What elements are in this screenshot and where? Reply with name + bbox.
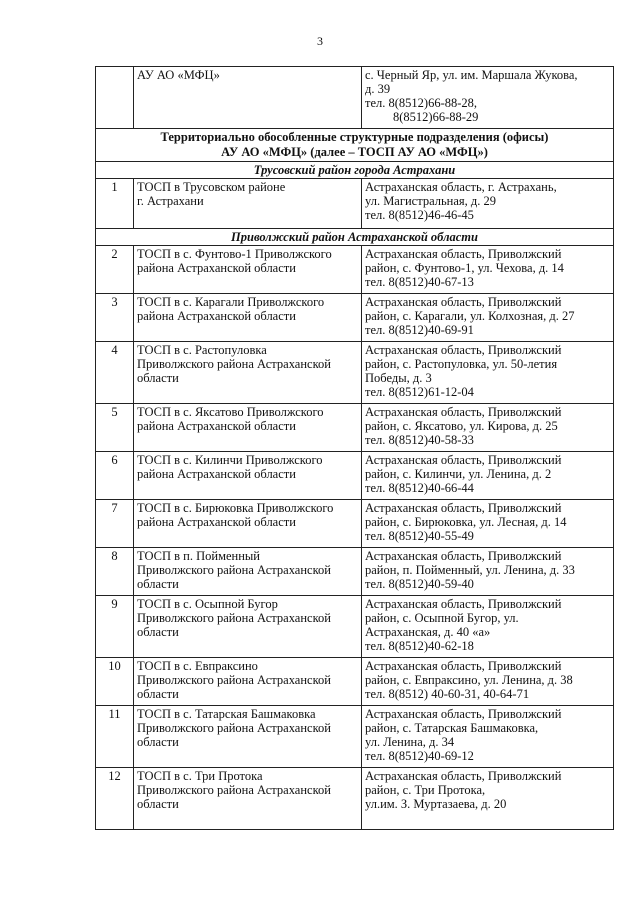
table-row <box>96 67 614 129</box>
row-number: 4 <box>96 342 134 404</box>
office-address-line: тел. 8(8512) 40-60-31, 40-64-71 <box>365 687 530 701</box>
office-name-line: области <box>137 577 179 591</box>
office-name-cell <box>134 404 362 452</box>
office-name-cell <box>134 500 362 548</box>
table-row <box>96 179 614 229</box>
office-address-line: ул.им. З. Муртазаева, д. 20 <box>365 797 507 811</box>
office-address-line: 8(8512)66-88-29 <box>393 110 479 124</box>
office-address-line: район, с. Яксатово, ул. Кирова, д. 25 <box>365 419 558 433</box>
office-name-cell <box>134 548 362 596</box>
section-heading <box>96 129 614 162</box>
office-address-line: Астраханская область, Приволжский <box>365 659 562 673</box>
table-row <box>96 294 614 342</box>
table-row <box>96 404 614 452</box>
table-row <box>96 452 614 500</box>
row-number: 10 <box>96 658 134 706</box>
office-address-line: Астраханская область, Приволжский <box>365 247 562 261</box>
office-address-line: ул. Магистральная, д. 29 <box>365 194 497 208</box>
office-address-line: район, с. Евпраксино, ул. Ленина, д. 38 <box>365 673 573 687</box>
office-name-cell <box>134 768 362 830</box>
office-address-line: Астраханская область, Приволжский <box>365 707 562 721</box>
office-name-line: г. Астрахани <box>137 194 204 208</box>
office-address-cell <box>362 658 614 706</box>
office-address-line: Астраханская область, Приволжский <box>365 597 562 611</box>
office-address-line: тел. 8(8512)40-58-33 <box>365 433 474 447</box>
office-name-line: района Астраханской области <box>137 515 296 529</box>
office-name-line: ТОСП в п. Пойменный <box>137 549 260 563</box>
office-address-line: тел. 8(8512)46-46-45 <box>365 208 474 222</box>
office-name-line: ТОСП в с. Яксатово Приволжского <box>137 405 324 419</box>
office-address-cell <box>362 768 614 830</box>
office-address-cell <box>362 452 614 500</box>
office-address-line: район, с. Карагали, ул. Колхозная, д. 27 <box>365 309 575 323</box>
office-name-line: ТОСП в с. Бирюковка Приволжского <box>137 501 334 515</box>
office-name-line: Приволжского района Астраханской <box>137 783 331 797</box>
office-address-cell <box>362 179 614 229</box>
office-address-line: тел. 8(8512)40-55-49 <box>365 529 474 543</box>
office-name-cell <box>134 294 362 342</box>
office-address-line: Астраханская область, г. Астрахань, <box>365 180 557 194</box>
office-address-line: район, п. Пойменный, ул. Ленина, д. 33 <box>365 563 575 577</box>
office-address-line: район, с. Осыпной Бугор, ул. <box>365 611 519 625</box>
office-name-line: ТОСП в с. Растопуловка <box>137 343 267 357</box>
section-heading-line: АУ АО «МФЦ» (далее – ТОСП АУ АО «МФЦ») <box>221 145 488 159</box>
row-number: 2 <box>96 246 134 294</box>
row-number: 12 <box>96 768 134 830</box>
office-address-line: ул. Ленина, д. 34 <box>365 735 455 749</box>
office-address-line: тел. 8(8512)40-62-18 <box>365 639 474 653</box>
office-address-cell <box>362 596 614 658</box>
office-name-cell <box>134 706 362 768</box>
office-address-line: с. Черный Яр, ул. им. Маршала Жукова, <box>365 68 578 82</box>
office-name-line: ТОСП в Трусовском районе <box>137 180 286 194</box>
office-name-line: района Астраханской области <box>137 261 296 275</box>
row-number: 7 <box>96 500 134 548</box>
office-address-line: Астраханская область, Приволжский <box>365 549 562 563</box>
office-name-line: ТОСП в с. Фунтово-1 Приволжского <box>137 247 332 261</box>
district-heading-trusovsky: Трусовский район города Астрахани <box>96 162 614 179</box>
office-address-cell <box>362 342 614 404</box>
office-address-cell <box>362 706 614 768</box>
office-name-cell <box>134 246 362 294</box>
office-address-line: район, с. Килинчи, ул. Ленина, д. 2 <box>365 467 552 481</box>
office-name-cell <box>134 452 362 500</box>
office-name-line: Приволжского района Астраханской <box>137 673 331 687</box>
office-address-line: тел. 8(8512)40-67-13 <box>365 275 474 289</box>
office-name-line: области <box>137 371 179 385</box>
section-heading-row <box>96 129 614 162</box>
office-name-line: области <box>137 625 179 639</box>
office-address-line: тел. 8(8512)40-66-44 <box>365 481 474 495</box>
office-name-line: ТОСП в с. Карагали Приволжского <box>137 295 325 309</box>
page-number: 3 <box>317 34 323 48</box>
office-address-cell <box>362 500 614 548</box>
office-name-cell <box>134 342 362 404</box>
office-address-line: Астраханская, д. 40 «а» <box>365 625 491 639</box>
office-name-line: района Астраханской области <box>137 309 296 323</box>
office-name-line: Приволжского района Астраханской <box>137 611 331 625</box>
office-name-line: Приволжского района Астраханской <box>137 357 331 371</box>
office-address-cell <box>362 67 614 129</box>
row-number: 3 <box>96 294 134 342</box>
office-name-line: ТОСП в с. Килинчи Приволжского <box>137 453 323 467</box>
office-name-line: Приволжского района Астраханской <box>137 563 331 577</box>
table-row <box>96 500 614 548</box>
office-name-cell <box>134 179 362 229</box>
office-address-cell <box>362 404 614 452</box>
office-name-cell <box>134 67 362 129</box>
office-name-line: Приволжского района Астраханской <box>137 721 331 735</box>
section-heading-line: Территориально обособленные структурные подразделения (офисы) <box>160 130 549 144</box>
office-address-line: район, с. Татарская Башмаковка, <box>365 721 539 735</box>
row-number-cell <box>96 67 134 129</box>
office-name-line: ТОСП в с. Евпраксино <box>137 659 258 673</box>
table-row <box>96 658 614 706</box>
office-address-line: Астраханская область, Приволжский <box>365 295 562 309</box>
office-name-line: района Астраханской области <box>137 467 296 481</box>
office-name-line: ТОСП в с. Осыпной Бугор <box>137 597 278 611</box>
row-number: 8 <box>96 548 134 596</box>
office-address-line: Победы, д. 3 <box>365 371 432 385</box>
office-address-line: район, с. Растопуловка, ул. 50-летия <box>365 357 558 371</box>
office-address-line: тел. 8(8512)40-59-40 <box>365 577 474 591</box>
table-row <box>96 768 614 830</box>
office-address-line: Астраханская область, Приволжский <box>365 343 562 357</box>
table-row <box>96 342 614 404</box>
office-name-line: области <box>137 687 179 701</box>
office-name-line: ТОСП в с. Татарская Башмаковка <box>137 707 316 721</box>
office-address-line: район, с. Фунтово-1, ул. Чехова, д. 14 <box>365 261 564 275</box>
row-number: 9 <box>96 596 134 658</box>
office-address-line: Астраханская область, Приволжский <box>365 769 562 783</box>
table-row <box>96 596 614 658</box>
office-address-line: д. 39 <box>365 82 391 96</box>
office-address-cell <box>362 548 614 596</box>
office-name-line: района Астраханской области <box>137 419 296 433</box>
office-name-line: области <box>137 797 179 811</box>
office-address-line: тел. 8(8512)40-69-91 <box>365 323 474 337</box>
row-number: 6 <box>96 452 134 500</box>
row-number: 11 <box>96 706 134 768</box>
office-address-cell <box>362 294 614 342</box>
district-heading-privolzhsky: Приволжский район Астраханской области <box>96 229 614 246</box>
office-address-line: тел. 8(8512)40-69-12 <box>365 749 474 763</box>
row-number: 5 <box>96 404 134 452</box>
office-address-line: Астраханская область, Приволжский <box>365 405 562 419</box>
office-name-cell <box>134 596 362 658</box>
office-name-line: АУ АО «МФЦ» <box>137 68 220 82</box>
office-name-line: области <box>137 735 179 749</box>
row-number: 1 <box>96 179 134 229</box>
district-row <box>96 229 614 246</box>
office-name-cell <box>134 658 362 706</box>
office-address-line: район, с. Три Протока, <box>365 783 486 797</box>
office-address-cell <box>362 246 614 294</box>
office-address-line: Астраханская область, Приволжский <box>365 453 562 467</box>
table-row <box>96 706 614 768</box>
office-address-line: тел. 8(8512)66-88-28, <box>365 96 478 110</box>
office-address-line: тел. 8(8512)61-12-04 <box>365 385 474 399</box>
offices-table <box>95 66 614 830</box>
table-row <box>96 548 614 596</box>
office-address-line: Астраханская область, Приволжский <box>365 501 562 515</box>
table-row <box>96 246 614 294</box>
office-address-line: район, с. Бирюковка, ул. Лесная, д. 14 <box>365 515 567 529</box>
office-name-line: ТОСП в с. Три Протока <box>137 769 263 783</box>
district-row <box>96 162 614 179</box>
